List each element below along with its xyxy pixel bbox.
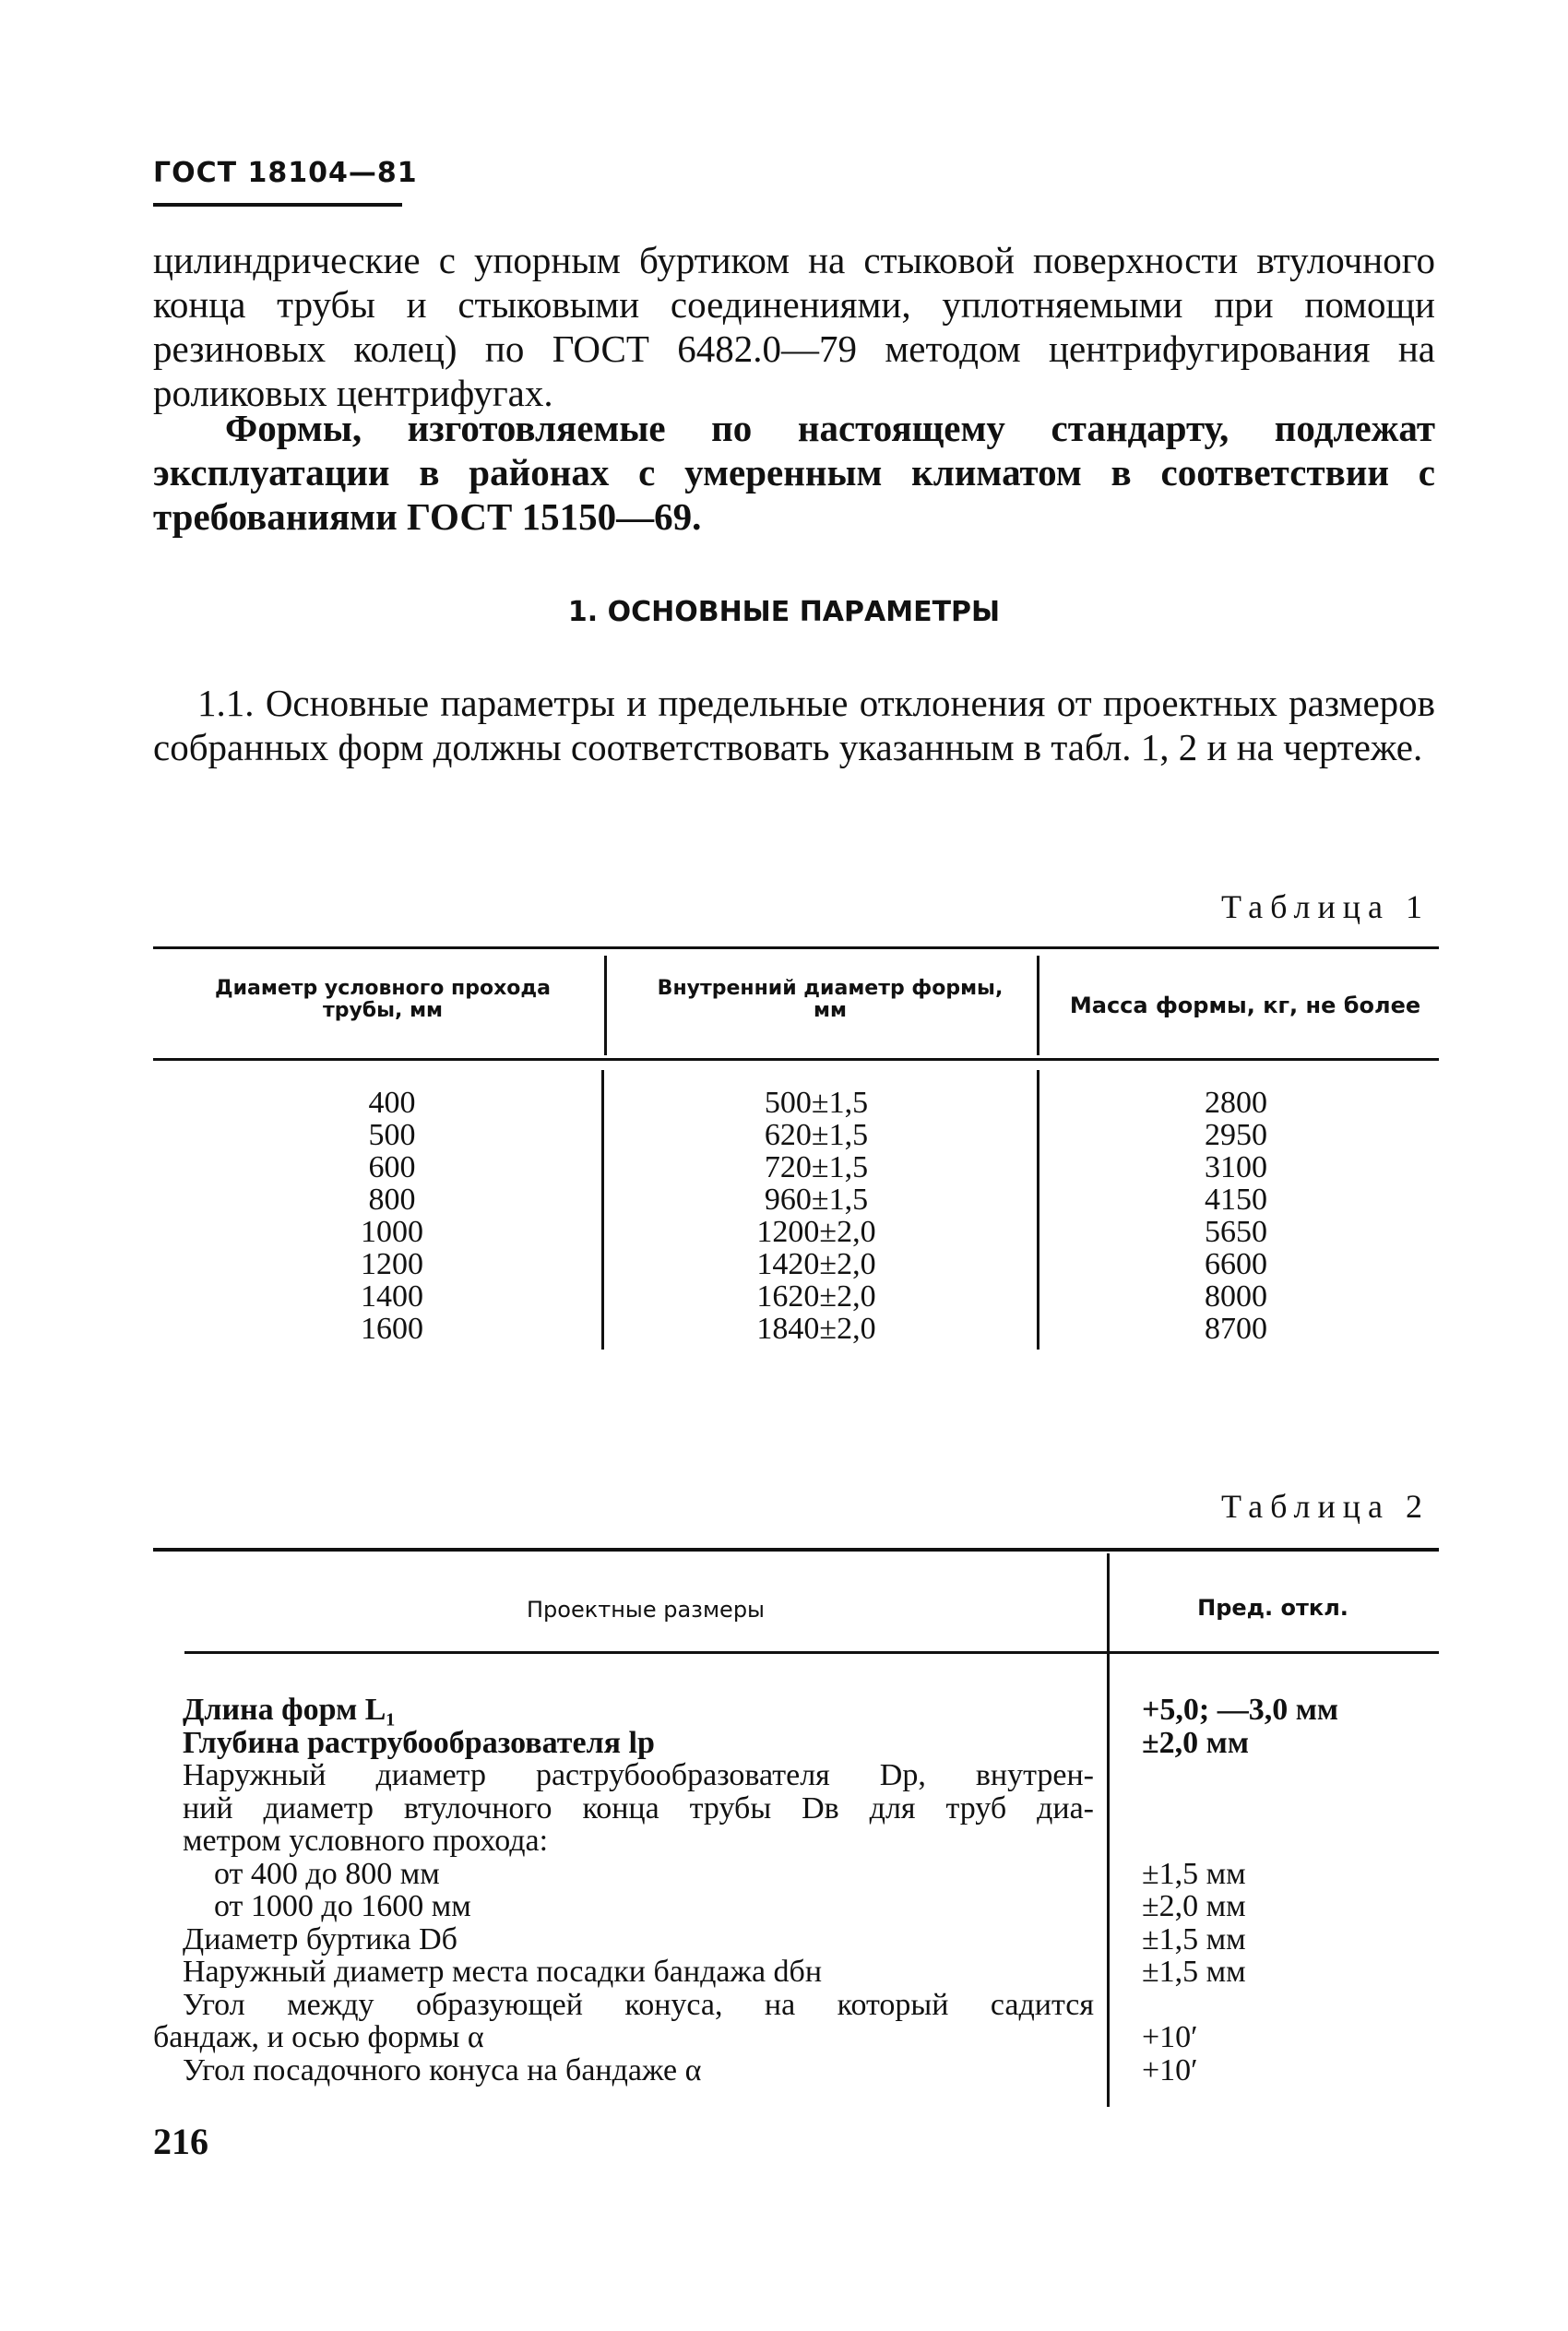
table-1-divider-1-body bbox=[601, 1070, 604, 1350]
table-2-deviations bbox=[1142, 1694, 1437, 2087]
table-2-dev-6: ±1,5 мм bbox=[1142, 1856, 1246, 1891]
table-2-row-7: от 1000 до 1600 мм bbox=[214, 1889, 471, 1923]
document-header: ГОСТ 18104—81 bbox=[153, 157, 418, 189]
table-2-dev-9: ±1,5 мм bbox=[1142, 1955, 1246, 1989]
table-1-top-rule bbox=[153, 946, 1439, 949]
table-1-col-diameter: 400 500 600 800 1000 1200 1400 1600 bbox=[361, 1086, 423, 1346]
table-2-divider bbox=[1107, 1553, 1110, 2107]
intro-paragraph-1: цилиндрические с упорным буртиком на стыковой поверхности втулочного конца трубы и стыковыми соединениями, уплотняемыми при помощи резиновых колец) по ГОСТ 6482.0—79 методом центрифугирования на роликовых центрифугах. bbox=[153, 239, 1435, 414]
table-2-row-9: Наружный диаметр места посадки бандажа dбн bbox=[183, 1955, 823, 1989]
table-2-row-4: ний диаметр втулочного конца трубы Dв для труб диа- bbox=[183, 1790, 1094, 1826]
table-2-rows bbox=[153, 1694, 1094, 2087]
table-1-col-inner-diameter: 500±1,5 620±1,5 720±1,5 960±1,5 1200±2,0 1420±2,0 1620±2,0 1840±2,0 bbox=[756, 1086, 876, 1346]
table-2-row-12: Угол посадочного конуса на бандаже α bbox=[183, 2052, 702, 2087]
table-2-header-2: Пред. откл. bbox=[1197, 1595, 1348, 1621]
table-1-divider-2-body bbox=[1037, 1070, 1039, 1350]
table-2-dev-7: ±2,0 мм bbox=[1142, 1889, 1246, 1923]
section-paragraph-1-1: 1.1. Основные параметры и предельные отклонения от проектных размеров собранных форм должны соответствовать указанным в табл. 1, 2 и на чертеже. bbox=[153, 682, 1435, 768]
table-1-caption: Таблица 1 bbox=[1221, 888, 1430, 925]
table-2-header-rule bbox=[184, 1651, 1439, 1654]
table-2-dev-2: ±2,0 мм bbox=[1142, 1725, 1249, 1760]
table-2-row-1: Длина форм L₁ bbox=[183, 1693, 396, 1727]
table-1-divider-1 bbox=[604, 956, 607, 1055]
section-title: 1. ОСНОВНЫЕ ПАРАМЕТРЫ bbox=[567, 596, 1001, 628]
table-1-divider-2 bbox=[1037, 956, 1039, 1055]
table-1-header-rule bbox=[153, 1058, 1439, 1061]
table-1-header-2: Внутренний диаметр формы, мм bbox=[657, 977, 1004, 1022]
table-1-col-mass: 2800 2950 3100 4150 5650 6600 8000 8700 bbox=[1205, 1086, 1267, 1346]
table-2-row-2: Глубина раструбообразователя lр bbox=[183, 1725, 655, 1760]
table-2-row-8: Диаметр буртика Dб bbox=[183, 1921, 457, 1956]
table-2-dev-10 bbox=[1142, 1989, 1437, 2022]
table-2-row-3: Наружный диаметр раструбообразователя Dр, внутрен- bbox=[183, 1758, 1094, 1792]
table-2-row-5: метром условного прохода: bbox=[183, 1824, 549, 1858]
table-2-top-rule bbox=[153, 1548, 1439, 1552]
table-2-row-10: Угол между образующей конуса, на который садится bbox=[183, 1987, 1094, 2022]
table-1-header-3: Масса формы, кг, не более bbox=[1069, 993, 1421, 1018]
table-2-dev-1: +5,0; —3,0 мм bbox=[1142, 1693, 1339, 1727]
intro-paragraph-2: Формы, изготовляемые по настоящему стандарту, подлежат эксплуатации в районах с умеренным климатом в соответствии с требованиями ГОСТ 15150—69. bbox=[153, 407, 1435, 538]
header-underline bbox=[153, 203, 402, 207]
table-2-dev-3 bbox=[1142, 1759, 1437, 1792]
table-2-row-6: от 400 до 800 мм bbox=[214, 1856, 440, 1891]
table-2-dev-11: +10′ bbox=[1142, 2020, 1198, 2054]
table-2-row-11: бандаж, и осью формы α bbox=[153, 2020, 484, 2054]
table-1-header-1: Диаметр условного прохода трубы, мм bbox=[214, 977, 551, 1022]
table-2-dev-5 bbox=[1142, 1825, 1437, 1858]
table-2-dev-12: +10′ bbox=[1142, 2052, 1198, 2087]
table-2-header-1: Проектные размеры bbox=[527, 1597, 765, 1623]
table-2-dev-4 bbox=[1142, 1792, 1437, 1826]
page-number: 216 bbox=[153, 2121, 208, 2162]
table-2-caption: Таблица 2 bbox=[1221, 1488, 1430, 1525]
table-2-dev-8: ±1,5 мм bbox=[1142, 1921, 1246, 1956]
